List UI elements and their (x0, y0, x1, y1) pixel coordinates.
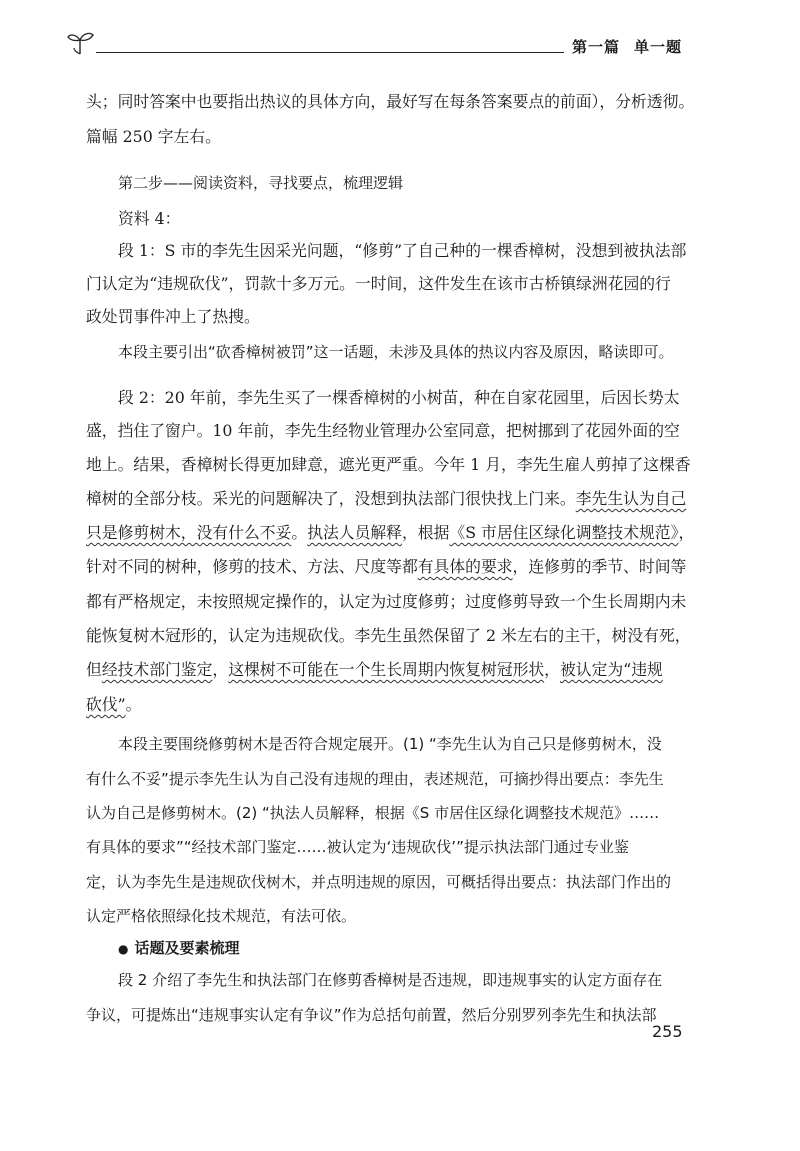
analysis-line: 争议，可提炼出“违规事实认定有争议”作为总括句前置，然后分别罗列李先生和执法部 (86, 1006, 657, 1024)
page-number: 255 (652, 1022, 683, 1041)
text-line: 能恢复树木冠形的，认定为违规砍伐。李先生虽然保留了 2 米左右的主干，树没有死， (86, 626, 691, 645)
analysis-line: 定，认为李先生是违规砍伐树木，并点明违规的原因，可概括得出要点：执法部门作出的 (86, 873, 672, 891)
wavy-underlined-phrase: 这棵树不可能在一个生长周期内恢复树冠形状 (228, 660, 545, 679)
wavy-underlined-phrase: 只是修剪树木，没有什么不妥 (86, 523, 292, 542)
header-chapter: 单一题 (634, 38, 683, 56)
text-line: 地上。结果，香樟树长得更加肆意，遮光更严重。今年 1 月，李先生雇人剪掉了这棵香 (86, 455, 691, 474)
wavy-underlined-phrase: 有具体的要求 (417, 557, 513, 576)
analysis-line: 有什么不妥”提示李先生认为自己没有违规的理由，表述规范，可摘抄得出要点：李先生 (86, 770, 664, 788)
text-line: 针对不同的树种，修剪的技术、方法、尺度等都有具体的要求，连修剪的季节、时间等 (86, 557, 687, 576)
wavy-underlined-phrase: 砍伐” (86, 695, 126, 714)
analysis-line: 认定严格依照绿化技术规范，有法可依。 (86, 907, 357, 925)
wavy-underlined-phrase: 执法人员解释 (307, 523, 402, 542)
analysis-line: 有具体的要求”“经技术部门鉴定……被认定为‘违规砍伐’”提示执法部门通过专业鉴 (86, 838, 629, 856)
text-line: 政处罚事件冲上了热搜。 (86, 307, 260, 326)
text-line: 都有严格规定，未按照规定操作的，认定为过度修剪；过度修剪导致一个生长周期内未 (86, 592, 687, 611)
text-line: 盛，挡住了窗户。10 年前，李先生经物业管理办公室同意，把树挪到了花园外面的空 (86, 421, 680, 440)
wavy-underlined-phrase: 李先生认为自己 (575, 489, 687, 508)
header-part: 第一篇 (572, 38, 621, 56)
text-line: 段 2：20 年前，李先生买了一棵香樟树的小树苗，种在自家花园里，后因长势太 (118, 388, 680, 407)
analysis-line: 本段主要引出“砍香樟树被罚”这一话题，未涉及具体的热议内容及原因，略读即可。 (118, 343, 674, 361)
topic-heading: ● 话题及要素梳理 (118, 941, 240, 956)
text-line: 门认定为“违规砍伐”，罚款十多万元。一时间，这件发生在该市古桥镇绿洲花园的行 (86, 274, 671, 293)
analysis-line: 认为自己是修剪树木。(2) “执法人员解释，根据《S 市居住区绿化调整技术规范》…… (86, 804, 660, 822)
text-line: 只是修剪树木，没有什么不妥。执法人员解释，根据《S 市居住区绿化调整技术规范》， (86, 523, 695, 542)
text-line: 头；同时答案中也要指出热议的具体方向，最好写在每条答案要点的前面），分析透彻。 (86, 92, 695, 111)
text-line: 砍伐”。 (86, 695, 142, 714)
step-heading: 第二步——阅读资料，寻找要点，梳理逻辑 (118, 174, 404, 192)
text-line: 但经技术部门鉴定，这棵树不可能在一个生长周期内恢复树冠形状，被认定为“违规 (86, 660, 663, 679)
material-label: 资料 4： (118, 209, 181, 228)
leaf-sprout-icon (66, 28, 96, 58)
analysis-line: 本段主要围绕修剪树木是否符合规定展开。(1) “李先生认为自己只是修剪树木，没 (118, 735, 662, 753)
header-rule (96, 52, 564, 53)
text-line: 段 1：S 市的李先生因采光问题，“修剪”了自己种的一棵香樟树，没想到被执法部 (118, 241, 687, 260)
text-line: 篇幅 250 字左右。 (86, 127, 221, 146)
wavy-underlined-phrase: 《S 市居住区绿化调整技术规范》 (449, 523, 679, 542)
wavy-underlined-phrase: 被认定为“违规 (559, 660, 663, 679)
wavy-underlined-phrase: 经技术部门鉴定 (101, 660, 213, 679)
analysis-line: 段 2 介绍了李先生和执法部门在修剪香樟树是否违规，即违规事实的认定方面存在 (118, 971, 663, 989)
text-line: 樟树的全部分枝。采光的问题解决了，没想到执法部门很快找上门来。李先生认为自己 (86, 489, 687, 508)
running-header (572, 36, 682, 57)
